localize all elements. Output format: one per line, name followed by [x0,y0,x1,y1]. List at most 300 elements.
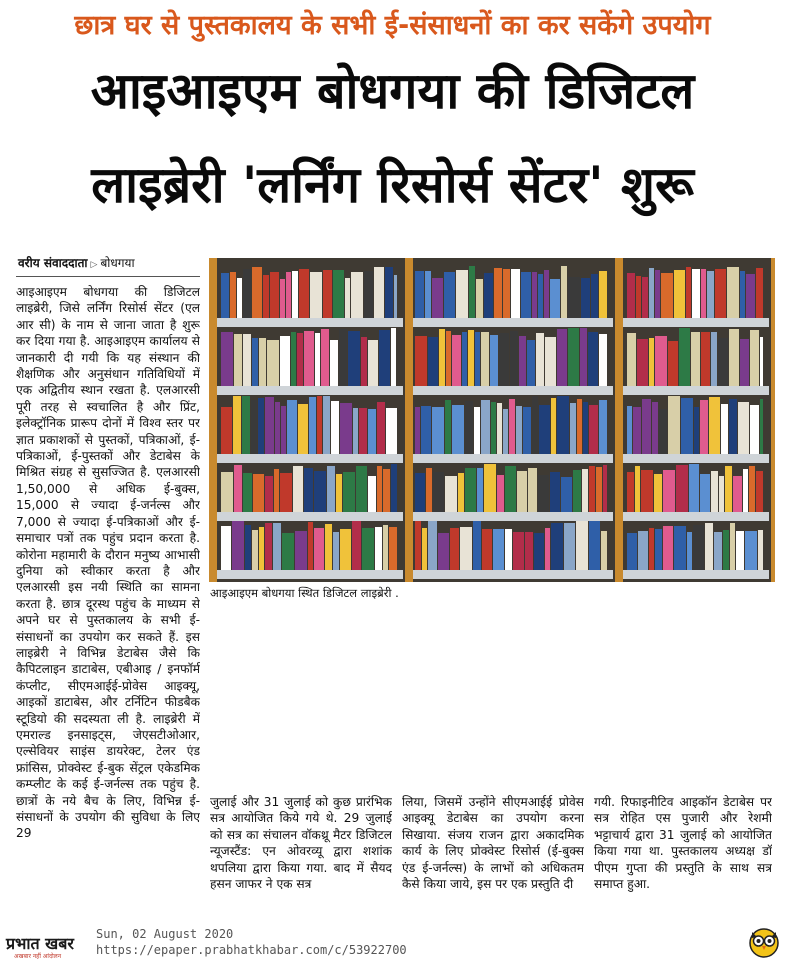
book-spine [383,469,390,512]
book-spine [230,272,236,318]
book-spine [760,399,763,454]
book-spine [691,332,700,386]
book-spine [516,406,522,454]
book-spine [544,270,549,318]
book-spine [557,396,569,454]
book-spine [394,275,397,318]
library-photo [209,258,775,582]
book-spine [493,529,504,570]
book-spine [693,525,704,570]
book-spine [636,276,641,318]
book-spine [686,267,691,318]
publish-date: Sun, 02 August 2020 [96,927,234,941]
book-spine [275,402,280,454]
book-spine [391,328,396,386]
book-spine [438,533,449,570]
book-spine [343,472,355,512]
book-spine [282,533,294,570]
book-spine [649,268,654,318]
book-spine [450,528,459,570]
book-spine [545,528,550,570]
book-spine [750,405,759,454]
book-spine [333,270,344,318]
book-spine [659,409,667,454]
book-spine [362,528,374,570]
book-spine [692,269,700,318]
book-spine [727,267,739,318]
footer [0,922,785,960]
book-spine [756,268,763,318]
book-spine [462,332,467,386]
book-spine [458,473,464,512]
shelf-board [411,454,613,463]
book-spine [638,531,648,570]
book-spine [652,402,658,454]
book-spine [641,470,653,512]
book-spine [233,396,241,454]
book-spine [627,406,632,454]
book-spine [588,332,598,386]
book-spine [445,400,451,454]
book-spine [568,277,580,318]
book-spine [258,398,264,454]
book-spine [497,475,504,512]
book-spine [368,409,376,454]
book-spine [709,397,720,454]
book-spine [473,520,481,570]
book-spine [551,398,556,454]
book-spine [353,408,358,454]
bookshelf-illustration [209,258,775,582]
book-spine [589,466,595,512]
book-spine [738,402,749,454]
book-spine [760,337,763,386]
shelf-board [623,318,769,327]
book-spine [676,465,688,512]
book-spine [521,272,531,318]
book-spine [730,523,735,570]
book-spine [700,400,708,454]
book-spine [286,272,291,318]
book-spine [270,272,279,318]
book-spine [627,333,636,386]
book-spine [234,465,242,512]
book-spine [729,399,737,454]
book-spine [386,408,397,454]
book-spine [576,521,588,570]
book-spine [273,523,281,570]
brand-tagline: अखबार नहीं आंदोलन [14,953,62,960]
book-spine [422,528,427,570]
book-spine [527,340,535,386]
book-spine [446,331,451,386]
book-spine [637,339,648,386]
book-spine [715,269,726,318]
book-spine [242,396,250,454]
book-spine [299,269,309,318]
book-spine [243,473,252,512]
book-spine [687,532,692,570]
book-spine [361,337,367,386]
book-spine [627,472,634,512]
shelf-upright [405,258,413,582]
book-spine [627,273,635,318]
book-spine [323,396,330,454]
book-spine [221,332,233,386]
book-spine [415,520,421,570]
book-spine [599,400,607,454]
book-spine [654,474,662,512]
book-spine [375,527,382,570]
book-spine [221,273,229,318]
book-spine [323,270,332,318]
book-spine [681,398,693,454]
book-spine [536,333,544,386]
book-spine [280,279,285,318]
book-spine [729,329,739,386]
book-spine [503,409,508,454]
book-spine [689,464,699,512]
book-spine [633,407,641,454]
owl-icon [748,924,780,958]
byline-rule [16,276,200,277]
book-spine [581,278,590,318]
book-spine [711,471,718,512]
book-spine [743,469,748,512]
book-spine [415,336,427,386]
shelf-board [411,386,613,395]
book-spine [583,402,588,454]
book-spine [232,521,244,570]
book-spine [490,335,498,386]
book-spine [519,336,526,386]
book-spine [601,531,607,570]
book-spine [333,532,339,570]
book-spine [663,526,673,570]
book-spine [745,531,757,570]
book-spine [281,406,286,454]
book-spine [359,408,367,454]
book-spine [465,468,476,512]
shelf-board [217,570,403,579]
book-spine [383,525,388,570]
book-spine [265,476,273,512]
shelf-board [411,318,613,327]
book-spine [591,274,598,318]
book-spine [325,524,332,570]
book-spine [701,332,710,386]
book-spine [243,269,251,318]
source-meta [96,926,407,958]
book-spine [304,331,314,386]
book-spine [426,468,432,512]
book-spine [532,272,537,318]
book-spine [725,466,732,512]
book-spine [317,396,322,454]
shelf-board [217,512,403,521]
book-spine [234,334,242,386]
book-spine [259,338,266,386]
book-spine [655,270,660,318]
book-spine [292,271,298,318]
shelf-board [411,512,613,521]
book-spine [750,330,759,386]
book-spine [452,335,461,386]
book-spine [340,529,351,570]
book-spine [348,331,360,386]
book-spine [245,525,251,570]
book-spine [389,527,397,570]
book-spine [364,271,373,318]
book-spine [474,407,480,454]
book-spine [510,331,518,386]
book-spine [330,340,338,386]
book-spine [465,401,473,454]
book-spine [432,407,444,454]
book-spine [415,271,424,318]
book-spine [265,523,272,570]
book-spine [723,530,729,570]
book-spine [444,272,455,318]
book-spine [433,472,444,512]
book-spine [321,329,329,386]
book-spine [251,400,257,454]
article-column-4: गयी. रिफाइनीटिव आइकॉन डेटाबेस पर सत्र रोहित एस पुजारी और रेशमी भट्टाचार्य द्वारा 31 जुलाई को आयोजित किया गया था. पुस्तकालय अध्यक्ष डॉ पीएम गुप्ता की प्रस्तुति के साथ सत्र समाप्त हुआ. [594,795,772,892]
book-spine [331,401,339,454]
triangle-icon: ▷ [90,260,98,270]
article-column-3: लिया, जिसमें उन्होंने सीएमआईई प्रोवेस आइक्यू डेटाबेस का उपयोग करना सिखाया. संजय राजन द्वारा अकादमिक कार्य के लिए प्रोक्वेस्ट रिसोर्स (ई-बुक्स एंड ई-जर्नल्स) के लाभों को अधिकतम कैसे किया जाये, इस पर एक प्रस्तुति दी [402,795,584,892]
book-spine [415,473,425,512]
source-url[interactable]: https://epaper.prabhatkhabar.com/c/53922700 [96,943,407,957]
book-spine [679,328,690,386]
book-spine [674,526,686,570]
book-spine [310,272,322,318]
book-spine [700,474,710,512]
book-spine [476,279,483,318]
book-spine [253,474,264,512]
book-spine [505,529,512,570]
brand-logo: प्रभात खबर [6,934,74,953]
book-spine [550,472,560,512]
book-spine [577,399,582,454]
book-spine [746,274,755,318]
book-spine [456,270,468,318]
book-spine [627,533,637,570]
book-spine [517,471,527,512]
book-spine [295,531,307,570]
book-spine [374,267,384,318]
book-spine [475,332,480,386]
shelf-board [217,318,403,327]
book-spine [661,273,673,318]
book-spine [484,464,496,512]
book-spine [379,330,390,386]
book-spine [336,474,342,512]
book-spine [525,532,533,570]
book-spine [297,333,303,386]
book-spine [707,271,714,318]
shelf-board [217,454,403,463]
book-spine [756,471,763,512]
book-spine [505,466,516,512]
book-spine [557,329,567,386]
book-spine [538,274,543,318]
shelf-board [623,454,769,463]
book-spine [532,396,538,454]
book-spine [280,473,292,512]
book-spine [243,334,251,386]
shelf-board [623,570,769,579]
book-spine [481,400,490,454]
book-spine [655,529,662,570]
book-spine [674,270,685,318]
article-column-1: आइआइएम बोधगया की डिजिटल लाइब्रेरी, जिसे लर्निंग रिसोर्स सेंटर (एल आर सी) के नाम से जाना जाता है शुरू कर दिया गया है. आइआइएम कार्यालय से जानकारी दी गयी कि यह संस्थान की शैक्षणिक और अनुसंधान गतिविधियों में एक अद्वितीय स्थान रखता है. एलआरसी पूरी तरह से स्वचालित है और प्रिंट, इलेक्ट्रॉनिक प्रारूप दोनों में विश्व स्तर पर ज्ञात प्रकाशकों से पुस्तकों, पत्रिकाओं, ई-पत्रिकाओं, ई-पुस्तकों और डेटाबेस के मिश्रित संग्रह से सुसज्जित है. एलआरसी 1,50,000 से अधिक ई-बुक्स, 15,000 से ज्यादा ई-जर्नल्स और 7,000 से ज्यादा ई-पत्रिकाओं और ई-समाचार पत्रों तक पहुंच प्रदान करता है. कोरोना महामारी के दौरान मनुष्य आभासी दुनिया को स्वीकार करता है और एलआरसी इस नयी स्थिति का सामना करता है. छात्र दूरस्थ पहुंच के माध्यम से अपने घर से पुस्तकालय के सभी ई-संसाधनों का उपयोग कर सकते हैं. इस लाइब्रेरी ने विभिन्न डेटाबेस जैसे कि कैपिटलाइन डाटाबेस, एबीआइ / इनफॉर्म कंप्लीट, सीएमआईई-प्रोवेस आइक्यू, आइकों डाटाबेस, और टर्निटिन फीडबैक स्टूडियो की सदस्यता ली है. लाइब्रेरी में एमराल्ड इनसाइट्स, जेएसटीओआर, एल्सेवियर साइंस डायरेक्ट, टेलर एंड फ्रांसिस, प्रोक्वेस्ट ई-बुक सेंट्रल एकेडमिक कम्प्लीट के कई ई-जर्नल्स तक पहुंच है. छात्रों के नये बैच के लिए, विभिन्न ई-संसाधनों के उपयोग की सुविधा के लिए 29 [16,285,200,841]
book-spine [564,523,575,570]
book-spine [668,396,680,454]
book-spine [252,267,262,318]
book-spine [263,275,269,318]
book-spine [339,329,347,386]
book-spine [385,267,393,318]
book-spine [460,527,472,570]
book-spine [452,405,464,454]
book-spine [377,402,385,454]
byline-place: बोधगया [100,256,135,270]
book-spine [582,469,588,512]
book-spine [509,399,515,454]
book-spine [428,337,438,386]
book-spine [523,407,531,454]
book-spine [265,397,274,454]
book-spine [469,266,475,318]
book-spine [221,472,233,512]
book-spine [733,476,742,512]
book-spine [345,278,350,318]
book-spine [298,404,308,454]
book-spine [538,475,549,512]
book-spine [327,466,335,512]
book-spine [561,266,567,318]
book-spine [481,332,489,386]
book-spine [642,399,651,454]
book-spine [719,476,724,512]
book-spine [749,466,755,512]
book-spine [491,402,496,454]
book-spine [721,404,728,454]
book-spine [377,466,382,512]
book-spine [428,521,437,570]
book-spine [309,397,316,454]
book-spine [259,527,264,570]
book-spine [528,468,537,512]
book-spine [391,464,397,512]
book-spine [649,338,654,386]
book-spine [287,400,297,454]
book-spine [511,269,520,318]
book-spine [314,528,324,570]
book-spine [545,337,556,386]
photo-caption: आइआइएम बोधगया स्थित डिजिटल लाइब्रेरी . [210,586,399,600]
book-spine [499,333,509,386]
article-column-2: जुलाई और 31 जुलाई को कुछ प्रारंभिक सत्र आयोजित किये गये थे. 29 जुलाई को सत्र का संचालन वॉकथ्रू मैटर डिजिटल न्यूजस्टैंड: एन ओवरव्यू द्वारा शशांक थपलिया द्वारा किया गया. बाद में सैयद हसन जाफर ने एक सत्र [210,795,392,892]
book-spine [718,338,728,386]
book-spine [497,403,502,454]
book-spine [315,333,320,386]
shelf-board [411,570,613,579]
shelf-board [623,386,769,395]
shelf-upright [771,258,775,582]
book-spine [551,523,563,570]
book-spine [561,477,572,512]
book-spine [293,466,303,512]
book-spine [599,271,607,318]
book-spine [304,468,313,512]
book-spine [445,476,457,512]
shelf-board [217,386,403,395]
book-spine [580,328,587,386]
book-spine [468,330,474,386]
book-spine [503,269,510,318]
book-spine [694,407,699,454]
byline-author: वरीय संवाददाता [18,256,88,270]
book-spine [740,339,749,386]
book-spine [603,465,607,512]
book-spine [573,470,581,512]
book-spine [368,340,378,386]
book-spine [415,407,420,454]
book-spine [655,336,667,386]
book-spine [714,532,722,570]
book-spine [642,277,648,318]
book-spine [589,521,600,570]
shelf-upright [209,258,217,582]
book-spine [711,332,717,386]
book-spine [252,530,258,570]
book-spine [568,328,579,386]
book-spine [267,340,279,386]
headline-line-1: आइआइएम बोधगया की डिजिटल [90,62,695,120]
book-spine [356,466,367,512]
book-spine [705,523,713,570]
book-spine [477,468,483,512]
book-spine [649,528,654,570]
book-spine [280,336,290,386]
book-spine [421,406,431,454]
book-spine [340,403,352,454]
book-spine [237,278,242,318]
book-spine [351,272,363,318]
book-spine [740,271,745,318]
book-spine [513,532,524,570]
book-spine [308,522,313,570]
book-spine [589,405,598,454]
book-spine [484,273,493,318]
book-spine [439,329,445,386]
shelf-board [623,512,769,521]
book-spine [599,334,607,386]
book-spine [432,278,443,318]
book-spine [534,533,544,570]
book-spine [663,470,675,512]
book-spine [291,332,296,386]
book-spine [221,407,232,454]
book-spine [539,405,550,454]
byline [18,254,135,274]
book-spine [570,403,576,454]
book-spine [701,269,706,318]
book-spine [425,271,431,318]
book-spine [368,476,376,512]
